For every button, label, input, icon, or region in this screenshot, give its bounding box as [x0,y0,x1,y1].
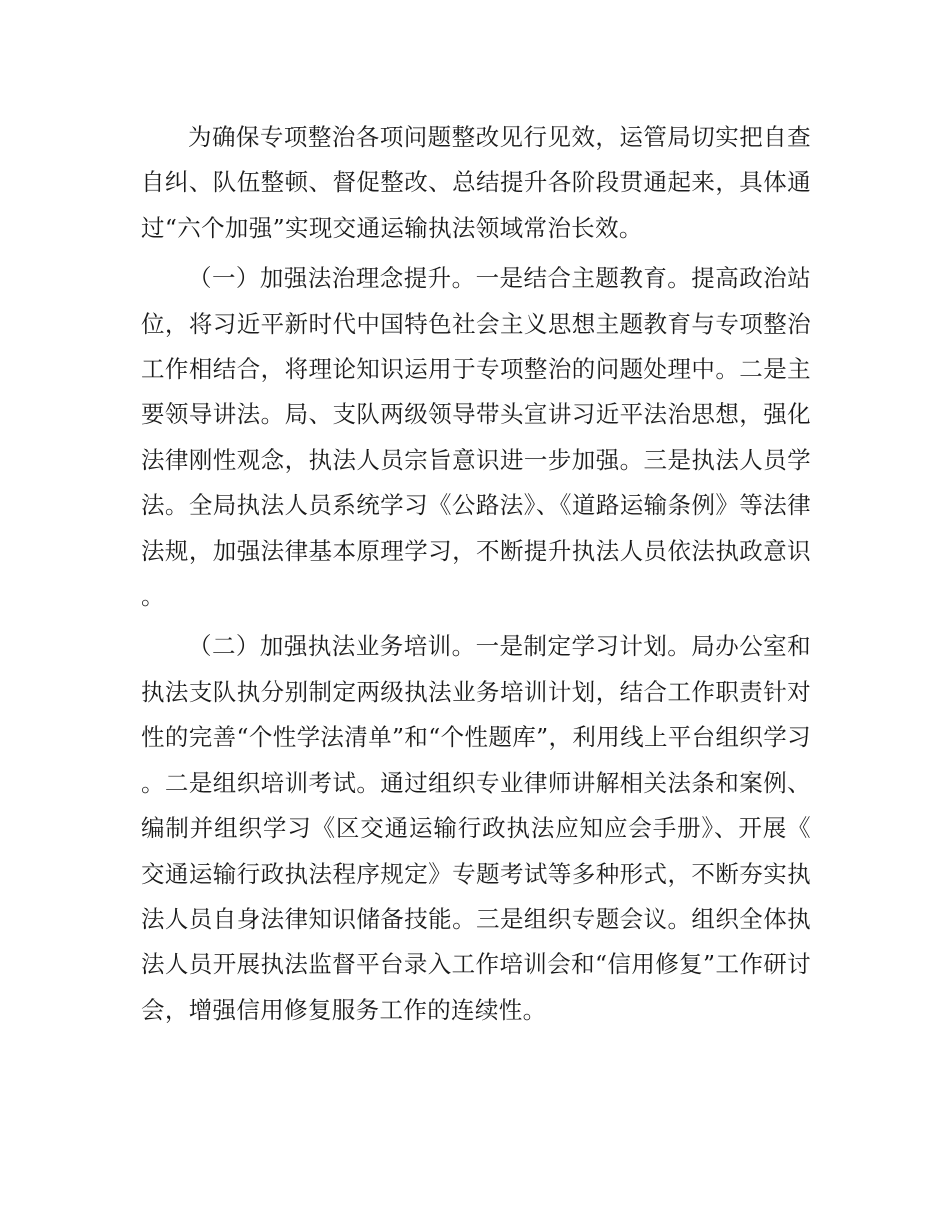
document-body [141,115,811,1038]
paragraph-section-1: （一）加强法治理念提升。一是结合主题教育。提高政治站位，将习近平新时代中国特色社会主义思想主题教育与专项整治工作相结合，将理论知识运用于专项整治的问题处理中。二是主要领导讲法。局、支队两级领导带头宣讲习近平法治思想，强化法律刚性观念，执法人员宗旨意识进一步加强。三是执法人员学法。全局执法人员系统学习《公路法》、《道路运输条例》等法律法规，加强法律基本原理学习，不断提升执法人员依法执政意识。 [141,264,811,611]
paragraph-intro: 为确保专项整治各项问题整改见行见效，运管局切实把自查自纠、队伍整顿、督促整改、总结提升各阶段贯通起来，具体通过“六个加强”实现交通运输执法领域常治长效。 [141,123,811,242]
paragraph-section-2: （二）加强执法业务培训。一是制定学习计划。局办公室和执法支队执分别制定两级执法业务培训计划，结合工作职责针对性的完善“个性学法清单”和“个性题库”，利用线上平台组织学习。二是组织培训考试。通过组织专业律师讲解相关法条和案例、编制并组织学习《区交通运输行政执法应知应会手册》、开展《交通运输行政执法程序规定》专题考试等多种形式，不断夯实执法人员自身法律知识储备技能。三是组织专题会议。组织全体执法人员开展执法监督平台录入工作培训会和“信用修复”工作研讨会，增强信用修复服务工作的连续性。 [141,632,811,1024]
